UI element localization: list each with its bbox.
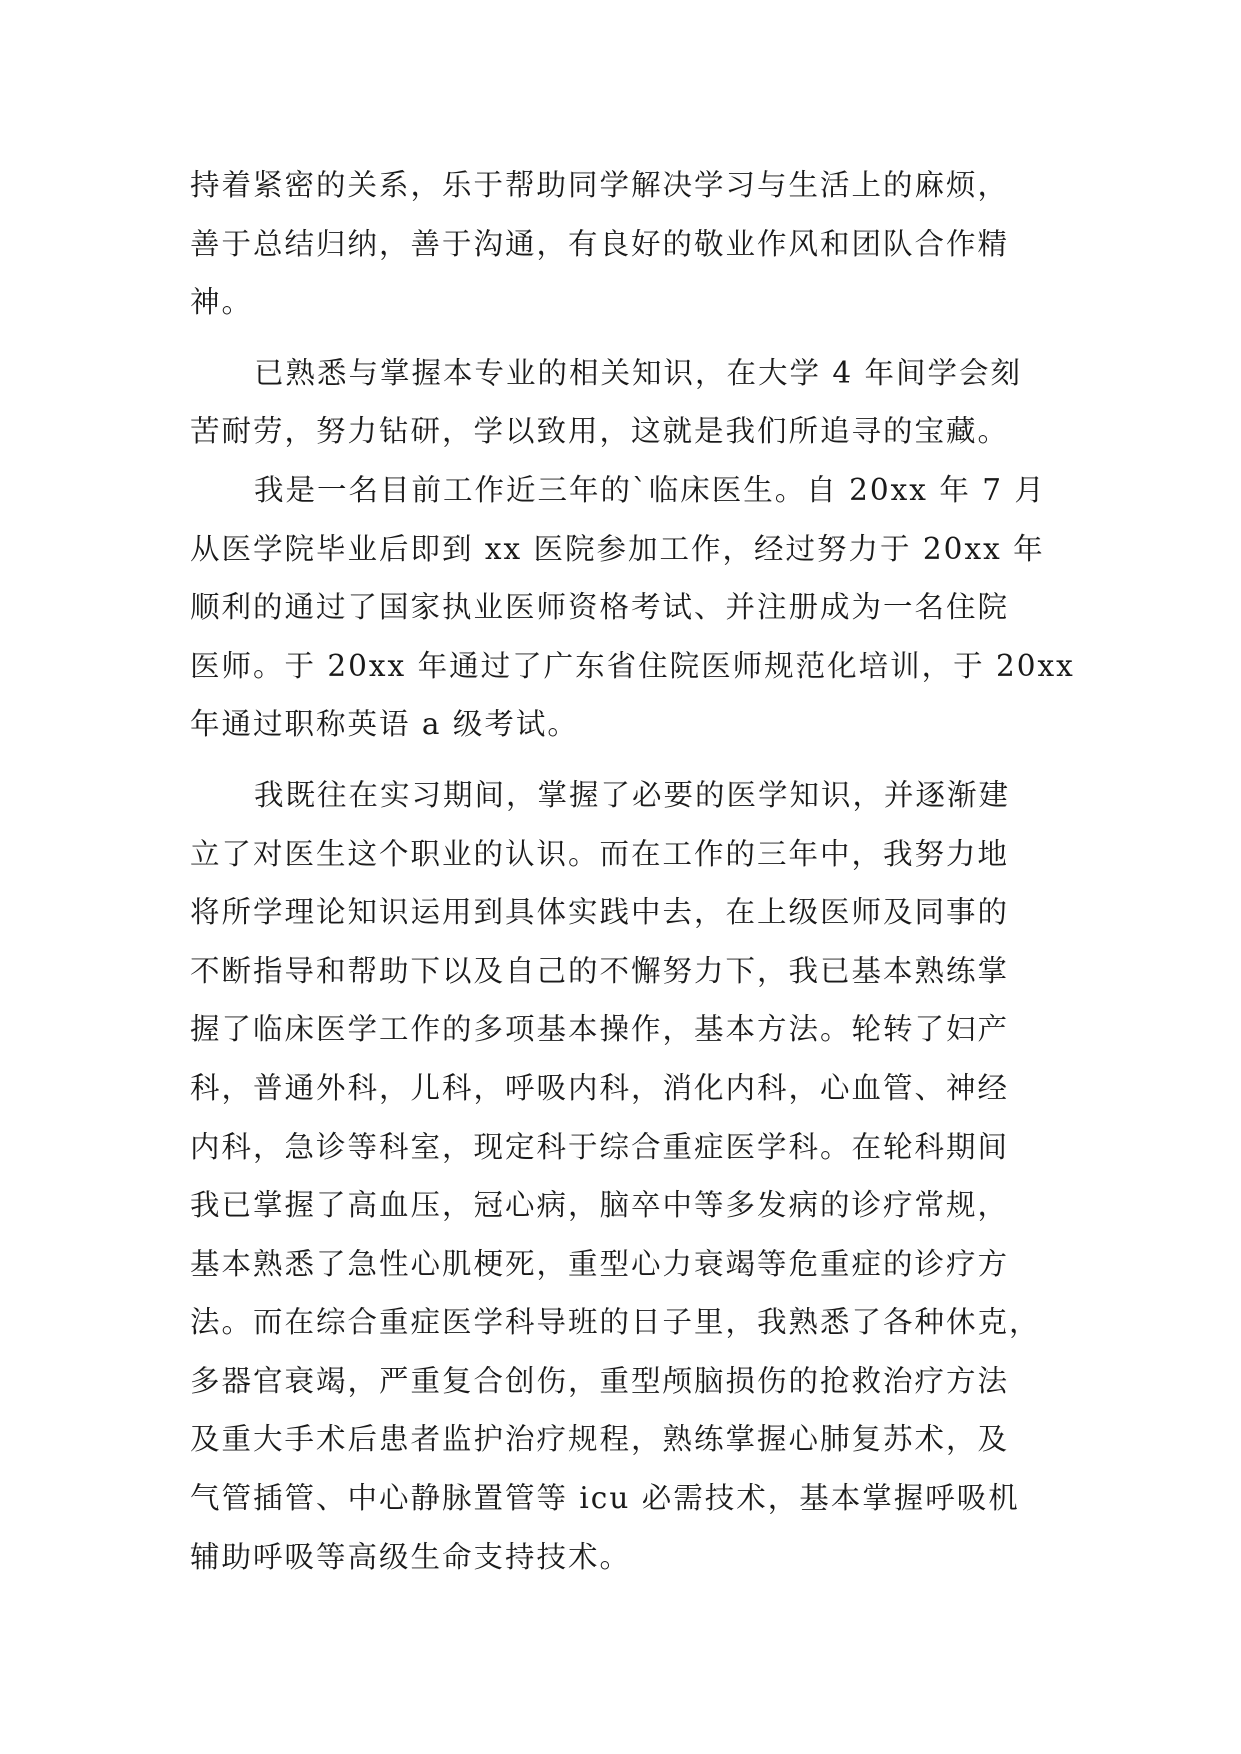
paragraph-4 [190,766,1070,1586]
text-line: 年通过职称英语 a 级考试。 [190,707,579,742]
text-line: 从医学院毕业后即到 xx 医院参加工作，经过努力于 20xx 年 [190,531,1045,566]
text-line: 握了临床医学工作的多项基本操作，基本方法。轮转了妇产 [190,1012,1010,1047]
paragraph-gap [190,754,1070,766]
paragraph-3 [190,461,1075,754]
text-line: 我是一名目前工作近三年的`临床医生。自 20xx 年 7 月 [254,472,1046,507]
text-line: 医师。于 20xx 年通过了广东省住院医师规范化培训，于 20xx [190,648,1075,683]
text-line: 不断指导和帮助下以及自己的不懈努力下，我已基本熟练掌 [190,953,1010,988]
text-line: 顺利的通过了国家执业医师资格考试、并注册成为一名住院 [190,590,1010,625]
document-body [190,156,1075,1586]
text-line: 立了对医生这个职业的认识。而在工作的三年中，我努力地 [190,836,1010,871]
text-line: 我既往在实习期间，掌握了必要的医学知识，并逐渐建 [254,777,1011,812]
text-line: 及重大手术后患者监护治疗规程，熟练掌握心肺复苏术，及 [190,1422,1010,1457]
text-line: 苦耐劳，努力钻研，学以致用，这就是我们所追寻的宝藏。 [190,414,1010,449]
text-line: 善于总结归纳，善于沟通，有良好的敬业作风和团队合作精 [190,226,1010,261]
text-line: 基本熟悉了急性心肌梗死，重型心力衰竭等危重症的诊疗方 [190,1246,1010,1281]
text-line: 将所学理论知识运用到具体实践中去，在上级医师及同事的 [190,895,1010,930]
paragraph-1 [190,156,1070,332]
text-line: 气管插管、中心静脉置管等 icu 必需技术，基本掌握呼吸机 [190,1481,1020,1516]
paragraph-gap [190,332,1070,344]
text-line: 神。 [190,285,254,320]
text-line: 辅助呼吸等高级生命支持技术。 [190,1539,632,1574]
text-line: 内科，急诊等科室，现定科于综合重症医学科。在轮科期间 [190,1129,1010,1164]
text-line: 科，普通外科，儿科，呼吸内科，消化内科，心血管、神经 [190,1070,1010,1105]
text-line: 多器官衰竭，严重复合创伤，重型颅脑损伤的抢救治疗方法 [190,1363,1010,1398]
text-line: 我已掌握了高血压，冠心病，脑卒中等多发病的诊疗常规， [190,1188,1010,1223]
text-line: 法。而在综合重症医学科导班的日子里，我熟悉了各种休克， [190,1305,1041,1340]
text-line: 已熟悉与掌握本专业的相关知识，在大学 4 年间学会刻 [254,355,1023,390]
paragraph-2 [190,344,1070,461]
text-line: 持着紧密的关系，乐于帮助同学解决学习与生活上的麻烦， [190,168,1010,202]
